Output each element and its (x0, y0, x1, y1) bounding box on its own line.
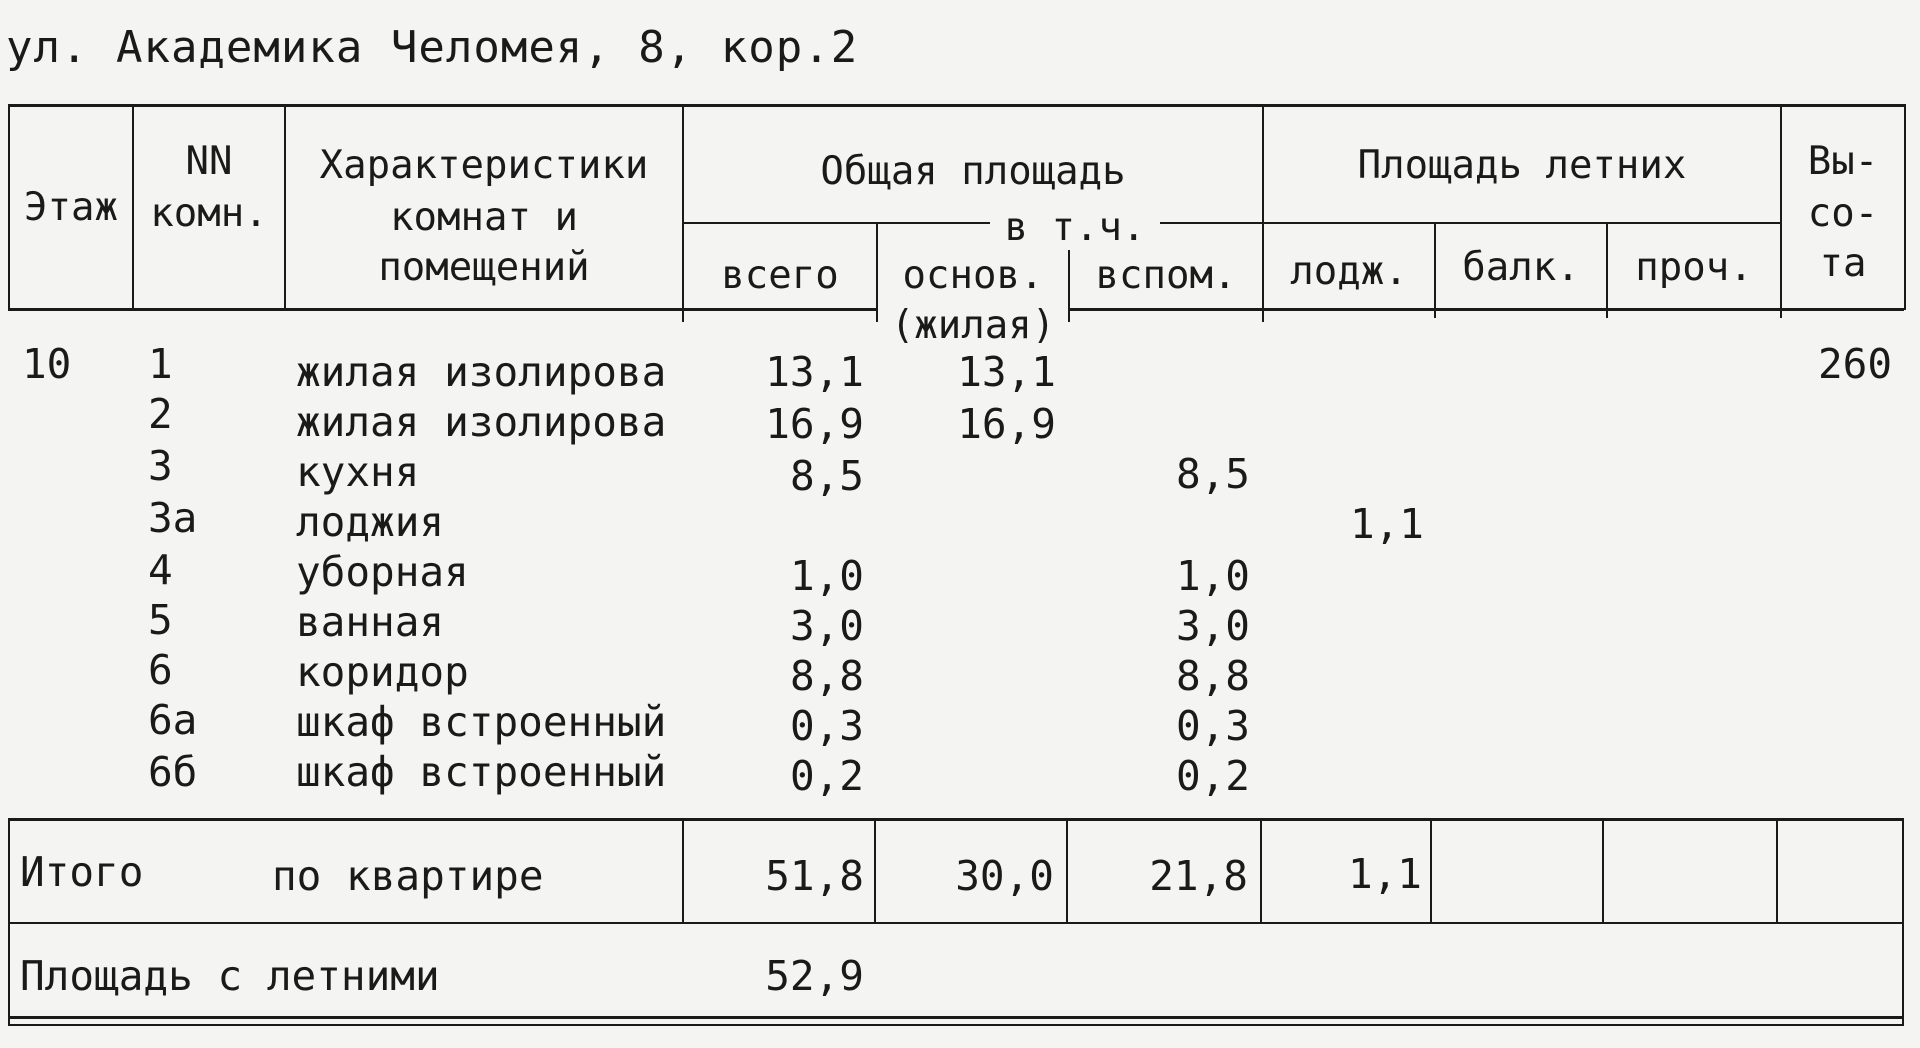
header-height: со- (1807, 191, 1879, 236)
header-balcony: балк. (1462, 245, 1580, 290)
room-name: коридор (296, 648, 469, 696)
room-aux: 0,2 (1175, 752, 1250, 800)
totals-total: 51,8 (765, 852, 864, 900)
room-aux: 0,3 (1175, 702, 1250, 750)
room-aux: 1,0 (1175, 552, 1250, 600)
header-height: Вы- (1807, 139, 1879, 184)
header-top-border (8, 104, 1904, 107)
room-name: жилая изолирова (296, 398, 667, 446)
header-height: та (1819, 241, 1867, 286)
totals-label: Итого (20, 848, 144, 896)
totals-col-divider (1430, 818, 1432, 922)
totals-bottom-border-double (8, 1024, 1904, 1026)
room-aux: 8,8 (1175, 652, 1250, 700)
room-name: шкаф встроенный (296, 748, 667, 796)
header-other: проч. (1635, 245, 1753, 290)
room-total: 8,5 (789, 452, 864, 500)
totals-aux: 21,8 (1149, 852, 1248, 900)
room-no: 5 (148, 596, 173, 644)
room-no: 3 (148, 442, 173, 490)
header-characteristics: помещений (378, 245, 590, 290)
room-no: 6а (148, 696, 198, 744)
header-room-no: NN (185, 139, 233, 184)
header-subdivider-total (682, 222, 1262, 224)
with-summer-value: 52,9 (765, 952, 864, 1000)
header-subdivider-summer (1264, 222, 1780, 224)
totals-bottom-border (8, 1016, 1904, 1019)
room-total: 8,8 (789, 652, 864, 700)
with-summer-label: Площадь с летними (20, 952, 440, 1000)
room-total: 1,0 (789, 552, 864, 600)
header-floor: Этаж (24, 185, 118, 230)
room-name: ванная (296, 598, 445, 646)
room-total: 13,1 (765, 348, 864, 396)
header-aux: вспом. (1095, 253, 1237, 298)
room-main: 16,9 (957, 400, 1056, 448)
totals-col-divider (8, 818, 10, 1024)
header-all: всего (721, 253, 839, 298)
room-main: 13,1 (957, 348, 1056, 396)
totals-label: по квартире (272, 852, 544, 900)
room-no: 1 (148, 340, 173, 388)
room-no: 2 (148, 390, 173, 438)
room-aux: 8,5 (1175, 450, 1250, 498)
header-loggia: лодж. (1290, 249, 1408, 294)
room-loggia: 1,1 (1349, 500, 1424, 548)
col-divider (1904, 104, 1906, 310)
header-room-no: комн. (150, 191, 268, 236)
header-total-area: Общая площадь (820, 149, 1126, 194)
height-value: 260 (1818, 340, 1893, 388)
room-name: шкаф встроенный (296, 698, 667, 746)
floor-value: 10 (22, 340, 72, 388)
totals-loggia: 1,1 (1347, 850, 1422, 898)
room-total: 16,9 (765, 400, 864, 448)
address-title: ул. Академика Челомея, 8, кор.2 (6, 22, 859, 73)
totals-col-divider (1776, 818, 1778, 922)
header-characteristics: Характеристики (319, 143, 649, 188)
header-including: в т.ч. (990, 208, 1160, 247)
header-characteristics: комнат и (390, 195, 578, 240)
room-total: 0,3 (789, 702, 864, 750)
totals-top-border (8, 818, 1904, 821)
room-name: уборная (296, 548, 469, 596)
totals-main: 30,0 (955, 852, 1054, 900)
room-total: 3,0 (789, 602, 864, 650)
room-name: жилая изолирова (296, 348, 667, 396)
room-total: 0,2 (789, 752, 864, 800)
totals-col-divider (1902, 818, 1904, 1024)
header-main: основ. (902, 253, 1044, 298)
totals-middle-border (8, 922, 1904, 924)
room-no: 4 (148, 546, 173, 594)
room-name: лоджия (296, 498, 445, 546)
totals-col-divider (1602, 818, 1604, 922)
room-no: 3а (148, 494, 198, 542)
room-no: 6 (148, 646, 173, 694)
room-aux: 3,0 (1175, 602, 1250, 650)
header-summer-area: Площадь летних (1357, 143, 1687, 188)
room-no: 6б (148, 748, 198, 796)
room-name: кухня (296, 448, 420, 496)
header-main-sub: (жилая) (878, 306, 1068, 345)
